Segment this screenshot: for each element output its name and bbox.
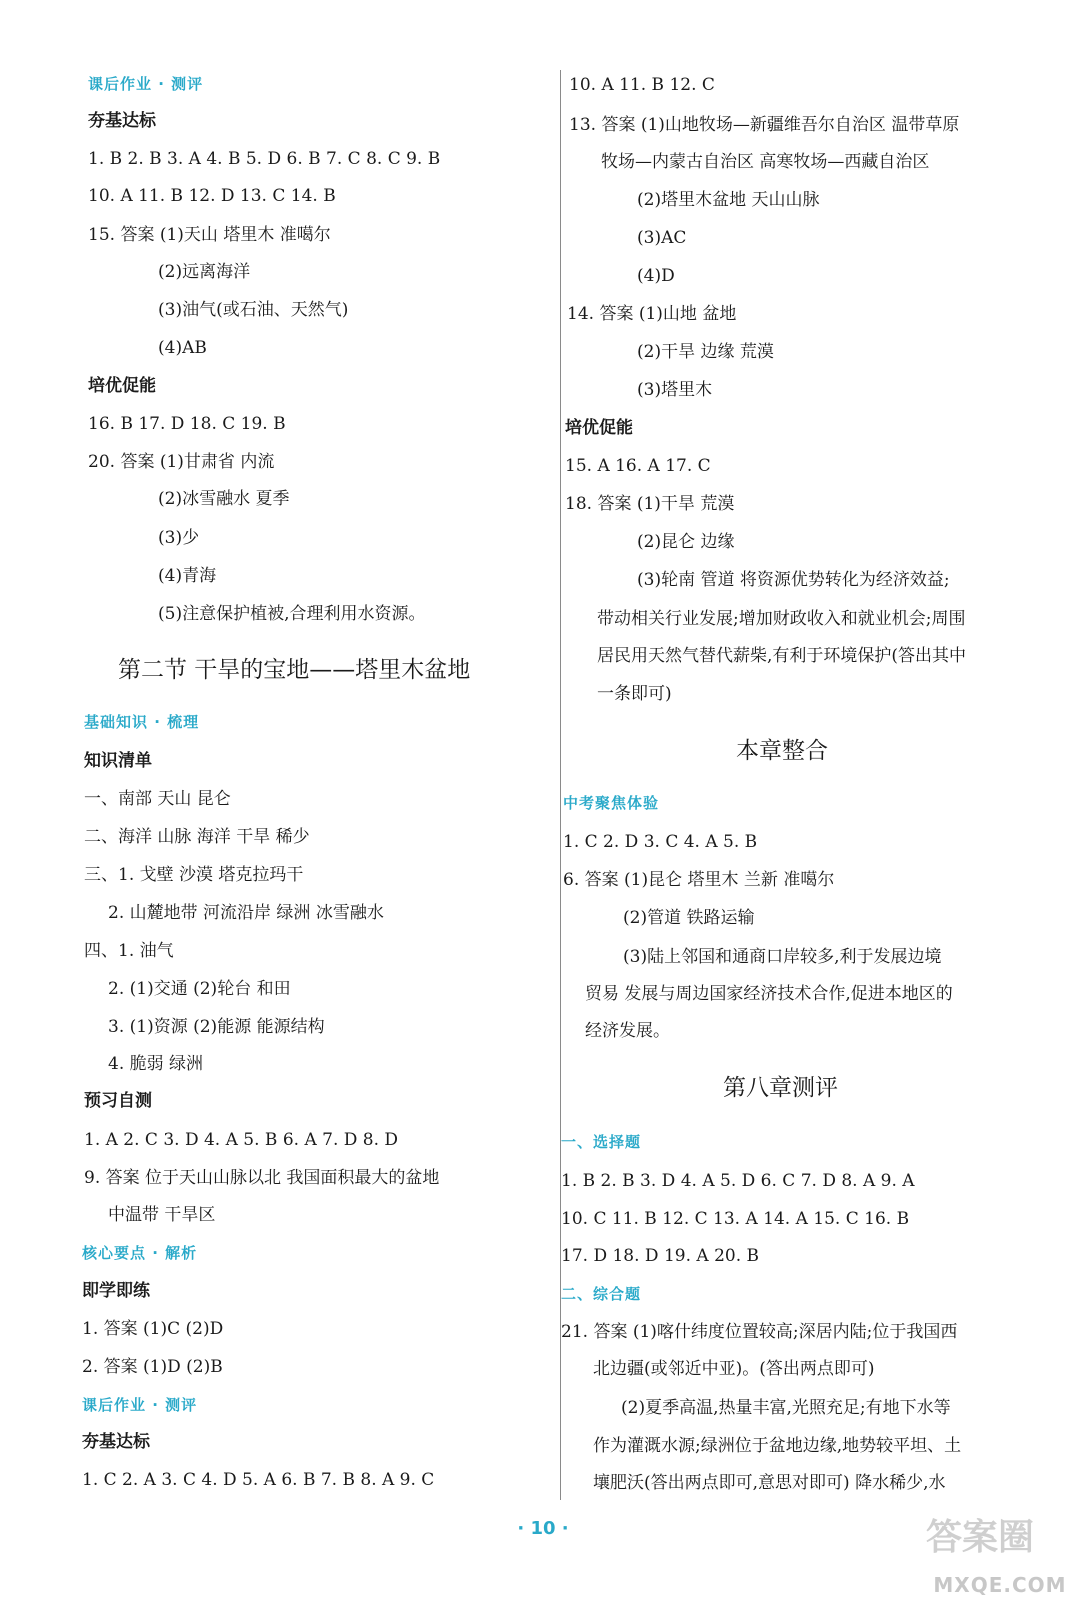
answer-line: 三、1. 戈壁 沙漠 塔克拉玛干 (84, 865, 304, 885)
answer-line: 10. A 11. B 12. D 13. C 14. B (88, 186, 336, 206)
answer-line: 3. (1)资源 (2)能源 能源结构 (108, 1017, 325, 1037)
answer-line: (3)陆上邻国和通商口岸较多,利于发展边境 (623, 947, 942, 967)
answer-line: (2)远离海洋 (158, 262, 251, 282)
answer-line: 1. B 2. B 3. A 4. B 5. D 6. B 7. C 8. C 9. B (88, 149, 441, 169)
answer-line: 2. 答案 (1)D (2)B (82, 1357, 223, 1377)
answer-line: 中温带 干旱区 (108, 1205, 216, 1225)
answer-line: 16. B 17. D 18. C 19. B (88, 414, 286, 434)
answer-line: 1. C 2. D 3. C 4. A 5. B (563, 832, 758, 852)
answer-line: 作为灌溉水源;绿洲位于盆地边缘,地势较平坦、土 (593, 1436, 962, 1456)
answer-line: (3)AC (637, 228, 687, 248)
answer-line: 1. C 2. A 3. C 4. D 5. A 6. B 7. B 8. A 9. C (82, 1470, 435, 1490)
chapter-title: 本章整合 (736, 738, 828, 764)
watermark-logo (920, 1505, 1080, 1597)
answer-line: 四、1. 油气 (84, 941, 174, 961)
answer-line: 10. C 11. B 12. C 13. A 14. A 15. C 16. B (561, 1209, 910, 1229)
answer-line: 10. A 11. B 12. C (569, 75, 715, 95)
answer-line: 2. (1)交通 (2)轮台 和田 (108, 979, 291, 999)
answer-line: 一条即可) (597, 684, 672, 704)
answer-line: (4)AB (158, 338, 207, 358)
answer-line: 1. 答案 (1)C (2)D (82, 1319, 224, 1339)
answer-line: 居民用天然气替代薪柴,有利于环境保护(答出其中 (597, 646, 967, 666)
answer-line: (5)注意保护植被,合理利用水资源。 (158, 604, 426, 624)
answer-line: 6. 答案 (1)昆仑 塔里木 兰新 准噶尔 (563, 870, 835, 890)
answer-line: 1. B 2. B 3. D 4. A 5. D 6. C 7. D 8. A 9. A (561, 1171, 915, 1191)
section-label: 中考聚焦体验 (563, 794, 660, 812)
chapter-title: 第二节 干旱的宝地——塔里木盆地 (118, 657, 471, 683)
answer-line: 二、海洋 山脉 海洋 干旱 稀少 (84, 827, 310, 847)
subsection-heading: 即学即练 (82, 1281, 150, 1301)
subsection-heading: 预习自测 (84, 1091, 152, 1111)
subsection-heading: 培优促能 (565, 418, 633, 438)
answer-line: 4. 脆弱 绿洲 (108, 1054, 204, 1074)
answer-line: 2. 山麓地带 河流沿岸 绿洲 冰雪融水 (108, 903, 384, 923)
section-label: 二、综合题 (561, 1285, 642, 1303)
answer-line: (3)油气(或石油、天然气) (158, 300, 349, 320)
answer-line: (4)青海 (158, 566, 217, 586)
answer-line: 1. A 2. C 3. D 4. A 5. B 6. A 7. D 8. D (84, 1130, 399, 1150)
answer-line: (3)少 (158, 528, 200, 548)
answer-line: 17. D 18. D 19. A 20. B (561, 1246, 759, 1266)
watermark-url: MXQE.COM (933, 1573, 1067, 1597)
answer-line: 9. 答案 位于天山山脉以北 我国面积最大的盆地 (84, 1168, 440, 1188)
answer-line: 14. 答案 (1)山地 盆地 (567, 304, 737, 324)
section-label: 核心要点 · 解析 (82, 1244, 198, 1262)
answer-line: 经济发展。 (585, 1021, 670, 1041)
answer-line: (3)塔里木 (637, 380, 713, 400)
answer-line: (2)塔里木盆地 天山山脉 (637, 190, 820, 210)
section-label: 基础知识 · 梳理 (84, 713, 200, 731)
answer-line: 20. 答案 (1)甘肃省 内流 (88, 452, 275, 472)
answer-line: 带动相关行业发展;增加财政收入和就业机会;周围 (597, 609, 966, 629)
answer-line: 贸易 发展与周边国家经济技术合作,促进本地区的 (585, 984, 953, 1004)
answer-line: (4)D (637, 266, 675, 286)
section-label: 课后作业 · 测评 (82, 1396, 198, 1414)
answer-line: 15. A 16. A 17. C (565, 456, 711, 476)
answer-line: 21. 答案 (1)喀什纬度位置较高;深居内陆;位于我国西 (561, 1322, 958, 1342)
subsection-heading: 培优促能 (88, 376, 156, 396)
section-label: 课后作业 · 测评 (88, 75, 204, 93)
answer-line: (2)冰雪融水 夏季 (158, 489, 290, 509)
answer-line: 牧场—内蒙古自治区 高寒牧场—西藏自治区 (601, 152, 930, 172)
answer-line: (2)夏季高温,热量丰富,光照充足;有地下水等 (621, 1398, 951, 1418)
answer-line: 一、南部 天山 昆仑 (84, 789, 231, 809)
subsection-heading: 夯基达标 (88, 111, 156, 131)
answer-line: (2)昆仑 边缘 (637, 532, 735, 552)
watermark-text: 答案圈 (926, 1517, 1035, 1558)
answer-line: 15. 答案 (1)天山 塔里木 准噶尔 (88, 225, 331, 245)
subsection-heading: 知识清单 (84, 751, 152, 771)
answer-line: (2)管道 铁路运输 (623, 908, 755, 928)
answer-line: 13. 答案 (1)山地牧场—新疆维吾尔自治区 温带草原 (569, 115, 960, 135)
page-number: · 10 · (517, 1518, 569, 1539)
section-label: 一、选择题 (561, 1133, 642, 1151)
subsection-heading: 夯基达标 (82, 1432, 150, 1452)
answer-line: 壤肥沃(答出两点即可,意思对即可) 降水稀少,水 (593, 1473, 946, 1493)
answer-line: 18. 答案 (1)干旱 荒漠 (565, 494, 735, 514)
answer-line: (3)轮南 管道 将资源优势转化为经济效益; (637, 570, 950, 590)
answer-line: 北边疆(或邻近中亚)。(答出两点即可) (593, 1359, 875, 1379)
chapter-title: 第八章测评 (723, 1075, 838, 1101)
answer-line: (2)干旱 边缘 荒漠 (637, 342, 774, 362)
